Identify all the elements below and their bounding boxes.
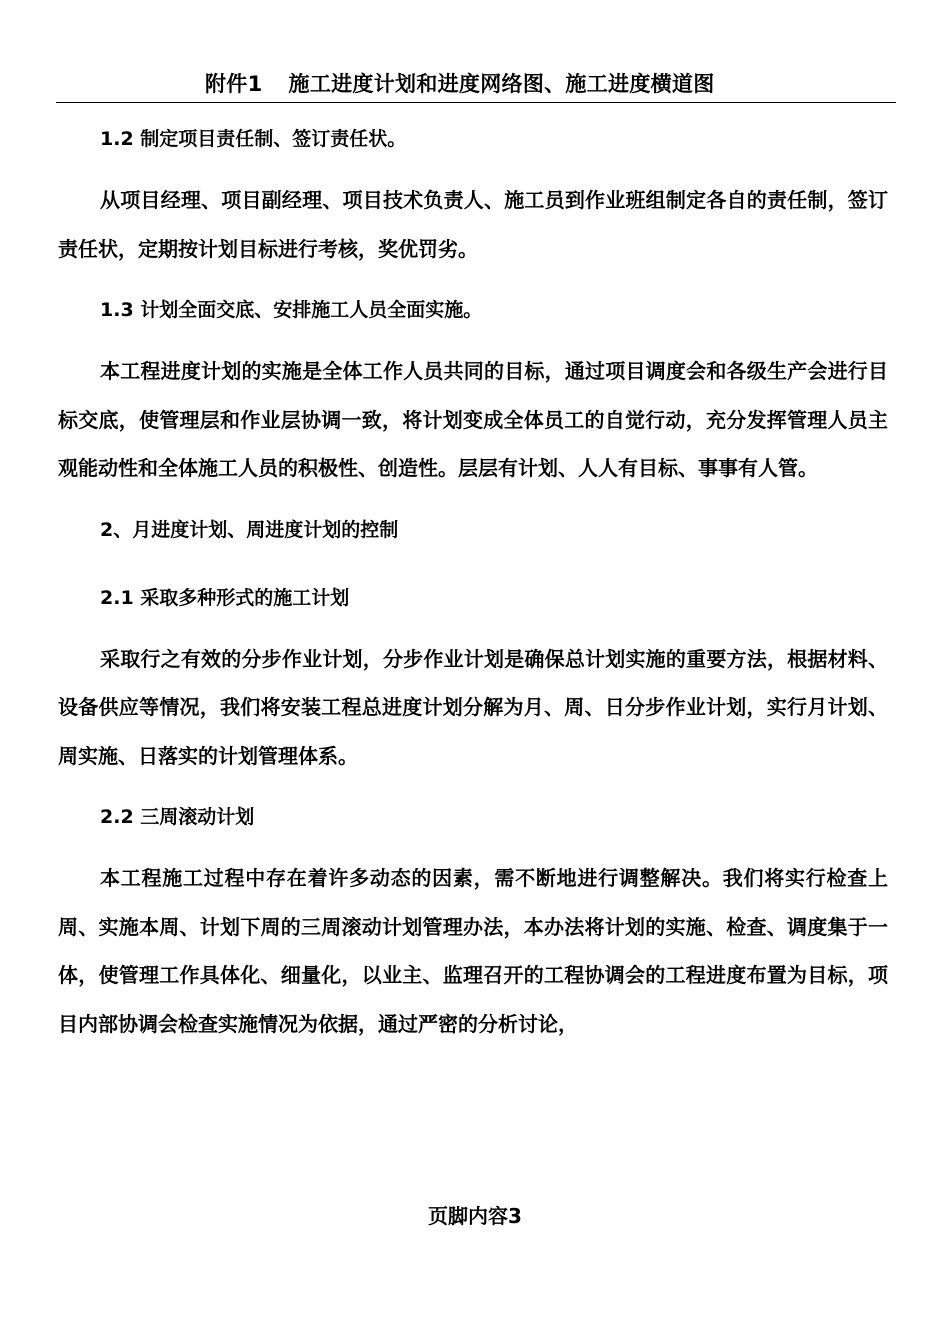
header-title-line xyxy=(205,68,715,98)
section-heading-2-1: 2.1 采取多种形式的施工计划 xyxy=(100,586,350,609)
page-footer: 页脚内容3 xyxy=(428,1204,522,1228)
paragraph-plan-disclosure: 本工程进度计划的实施是全体工作人员共同的目标，通过项目调度会和各级生产会进行目标交底，使管理层和作业层协调一致，将计划变成全体员工的自觉行动，充分发挥管理人员主观能动性和全体施工人员的积极性、创造性。层层有计划、人人有目标、事事有人管。 xyxy=(58,359,888,480)
document-body xyxy=(58,122,888,1048)
section-heading-1-3: 1.3 计划全面交底、安排施工人员全面实施。 xyxy=(100,299,483,321)
paragraph-responsibility: 从项目经理、项目副经理、项目技术负责人、施工员到作业班组制定各自的责任制，签订责任状，定期按计划目标进行考核，奖优罚劣。 xyxy=(58,188,888,261)
section-heading-2: 2、月进度计划、周进度计划的控制 xyxy=(100,518,399,541)
paragraph-step-plans: 采取行之有效的分步作业计划，分步作业计划是确保总计划实施的重要方法，根据材料、设备供应等情况，我们将安装工程总进度计划分解为月、周、日分步作业计划，实行月计划、周实施、日落实的计划管理体系。 xyxy=(58,646,888,768)
attachment-label: 附件1 xyxy=(205,72,263,96)
paragraph-three-week-rolling: 本工程施工过程中存在着许多动态的因素，需不断地进行调整解决。我们将实行检查上周、实施本周、计划下周的三周滚动计划管理办法，本办法将计划的实施、检查、调度集于一体，使管理工作具体化、细量化，以业主、监理召开的工程协调会的工程进度布置为目标，项目内部协调会检查实施情况为依据，通过严密的分析讨论， xyxy=(58,866,888,1036)
page-header xyxy=(56,66,896,103)
section-heading-2-2: 2.2 三周滚动计划 xyxy=(100,806,255,828)
section-heading-1-2: 1.2 制定项目责任制、签订责任状。 xyxy=(100,128,407,150)
document-title: 施工进度计划和进度网络图、施工进度横道图 xyxy=(288,72,715,96)
